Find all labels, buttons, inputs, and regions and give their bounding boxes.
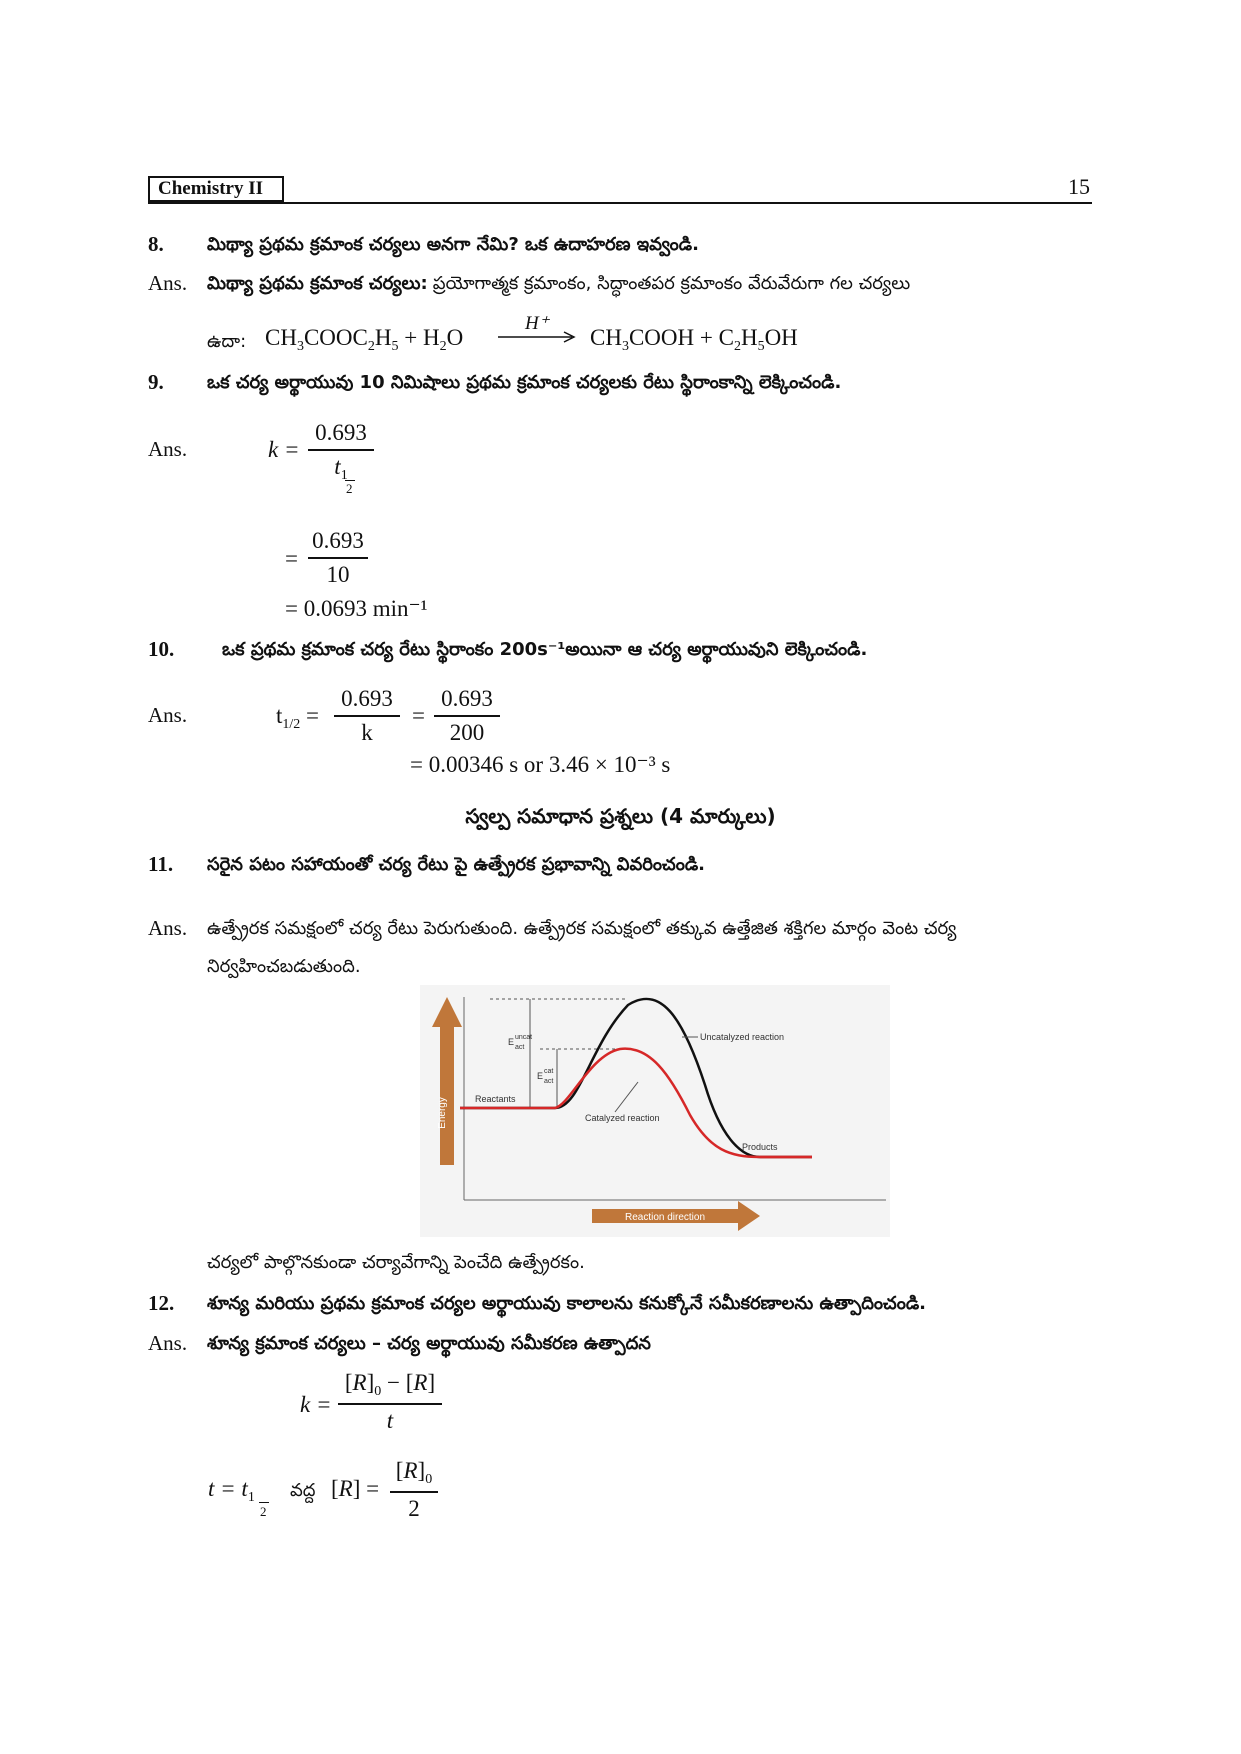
q9-numerator: 0.693 (315, 420, 367, 445)
q8-answer (207, 273, 910, 298)
q11-answer-line2: నిర్వహించబడుతుంది. (207, 956, 361, 977)
q9-fraction-1 (308, 420, 374, 497)
q12-k-lhs: k = (300, 1392, 332, 1417)
q10-denominator-k: k (361, 719, 373, 745)
direction-axis-label: Reaction direction (624, 1212, 706, 1223)
energy-axis-label: Energy (437, 1097, 448, 1129)
q8-question: మిథ్యా ప్రథమ క్రమాంక చర్యలు అనగా నేమి? ఒక ఉదాహరణ ఇవ్వండి. (207, 234, 699, 255)
q9-denominator: $t_1$ (334, 453, 348, 483)
q9-number: 9. (148, 370, 164, 394)
q11-number: 11. (148, 852, 174, 876)
fraction-bar (308, 449, 374, 451)
e-cat-label: E (537, 1071, 544, 1081)
q12-k-numerator: $[R]_0 - [R]$ (344, 1370, 436, 1399)
q12-t-half: $t = t_1$ (208, 1476, 255, 1505)
q12-r-denominator: 2 (408, 1495, 420, 1521)
q12-r-fraction (390, 1458, 438, 1522)
q9-equals: = (285, 546, 298, 571)
q12-r-numerator: $[R]_0$ (395, 1458, 433, 1487)
q8-ans-text: ప్రయోగాత్మక క్రమాంకం, సిద్ధాంతపర క్రమాంకం వేరువేరుగా గల చర్యలు (432, 273, 911, 294)
q9-question: ఒక చర్య అర్థాయువు 10 నిమిషాలు ప్రథమ క్రమాంక చర్యలకు రేటు స్థిరాంకాన్ని లెక్కించండి. (207, 372, 842, 393)
q9-fraction-2 (308, 528, 368, 588)
fraction-bar (338, 1403, 442, 1405)
q11-ans-label: Ans. (148, 916, 188, 940)
q10-question: ఒక ప్రథమ క్రమాంక చర్య రేటు స్థిరాంకం 200s⁻¹అయినా ఆ చర్య అర్థాయువుని లెక్కించండి. (222, 639, 868, 660)
fraction-bar (390, 1491, 438, 1493)
q12-at-word: వద్ద (290, 1480, 316, 1501)
q9-k-lhs: k = (268, 437, 300, 462)
half-bar (259, 1502, 269, 1503)
products-label: Products (742, 1142, 778, 1152)
q8-equation: $CH_3COOC_2H_5 + H_2O$ (265, 325, 464, 354)
half-den: 2 (346, 480, 353, 496)
half-den: 2 (260, 1504, 267, 1519)
page-number: 15 (1068, 174, 1090, 199)
catalyzed-label: Catalyzed reaction (585, 1113, 660, 1123)
q10-ans-label: Ans. (148, 703, 188, 727)
e-uncat-sub: act (515, 1044, 525, 1051)
q10-equals: = (412, 703, 425, 728)
q10-numerator-2: 0.693 (441, 686, 493, 711)
q9-numerator-2: 0.693 (312, 528, 364, 553)
fraction-bar (434, 715, 500, 717)
section-title: స్వల్ప సమాధాన ప్రశ్నలు (4 మార్కులు) (465, 804, 776, 828)
q9-ans-label: Ans. (148, 437, 188, 461)
q8-number: 8. (148, 232, 164, 256)
fraction-bar (308, 557, 368, 559)
q12-ans-heading: శూన్య క్రమాంక చర్యలు – చర్య అర్థాయువు సమీకరణ ఉత్పాదన (207, 1333, 651, 1354)
q8-example-label: ఉదా: (207, 331, 247, 352)
q12-k-fraction (338, 1370, 442, 1434)
q8-ans-bold: మిథ్యా ప్రథమ క్రమాంక చర్యలు: (207, 273, 428, 294)
uncatalyzed-label: Uncatalyzed reaction (700, 1032, 785, 1042)
q10-numerator: 0.693 (341, 686, 393, 711)
reactants-label: Reactants (475, 1094, 516, 1104)
energy-profile-diagram (420, 985, 890, 1237)
q9-denominator-value: 10 (326, 561, 350, 587)
q10-fraction-1 (334, 686, 400, 746)
q10-result: = 0.00346 s or 3.46 × 10⁻³ s (410, 752, 671, 777)
q9-result: = 0.0693 min⁻¹ (285, 596, 428, 621)
q10-fraction-2 (434, 686, 500, 746)
q10-lhs: $t_{1/2}$ = (276, 703, 320, 732)
diagram-background (420, 985, 890, 1237)
q12-k-denominator: t (386, 1407, 394, 1433)
q10-number: 10. (148, 637, 175, 661)
header-rule (148, 202, 1092, 204)
fraction-bar (334, 715, 400, 717)
q8-products: $CH_3COOH + C_2H_5OH$ (590, 325, 798, 354)
header-title: Chemistry II (148, 176, 284, 202)
q11-question: సరైన పటం సహాయంతో చర్య రేటు పై ఉత్ప్రేరక ప్రభావాన్ని వివరించండి. (207, 854, 706, 875)
q11-answer-line1: ఉత్ప్రేరక సమక్షంలో చర్య రేటు పెరుగుతుంది. ఉత్ప్రేరక సమక్షంలో తక్కువ ఉత్తేజిత శక్తిగల మార్గం వెంట చర్య (207, 918, 957, 939)
reaction-arrow-icon (498, 330, 580, 344)
e-cat-sub: act (544, 1078, 554, 1085)
q8-catalyst: H⁺ (525, 313, 549, 334)
e-uncat-sup: uncat (515, 1034, 533, 1041)
q12-r-lhs: [R] = (331, 1476, 380, 1501)
e-cat-sup: cat (544, 1068, 554, 1075)
e-uncat-label: E (508, 1037, 515, 1047)
q12-question: శూన్య మరియు ప్రథమ క్రమాంక చర్యల అర్థాయువు కాలాలను కనుక్కోనే సమీకరణాలను ఉత్పాదించండి. (207, 1293, 927, 1314)
q12-ans-label: Ans. (148, 1331, 188, 1355)
q8-ans-label: Ans. (148, 271, 188, 295)
q12-number: 12. (148, 1291, 175, 1315)
q10-denominator-value: 200 (449, 719, 485, 745)
q11-conclusion: చర్యలో పాల్గొనకుండా చర్యావేగాన్ని పెంచేది ఉత్ప్రేరకం. (207, 1252, 585, 1273)
energy-arrow-shaft (440, 1025, 454, 1165)
